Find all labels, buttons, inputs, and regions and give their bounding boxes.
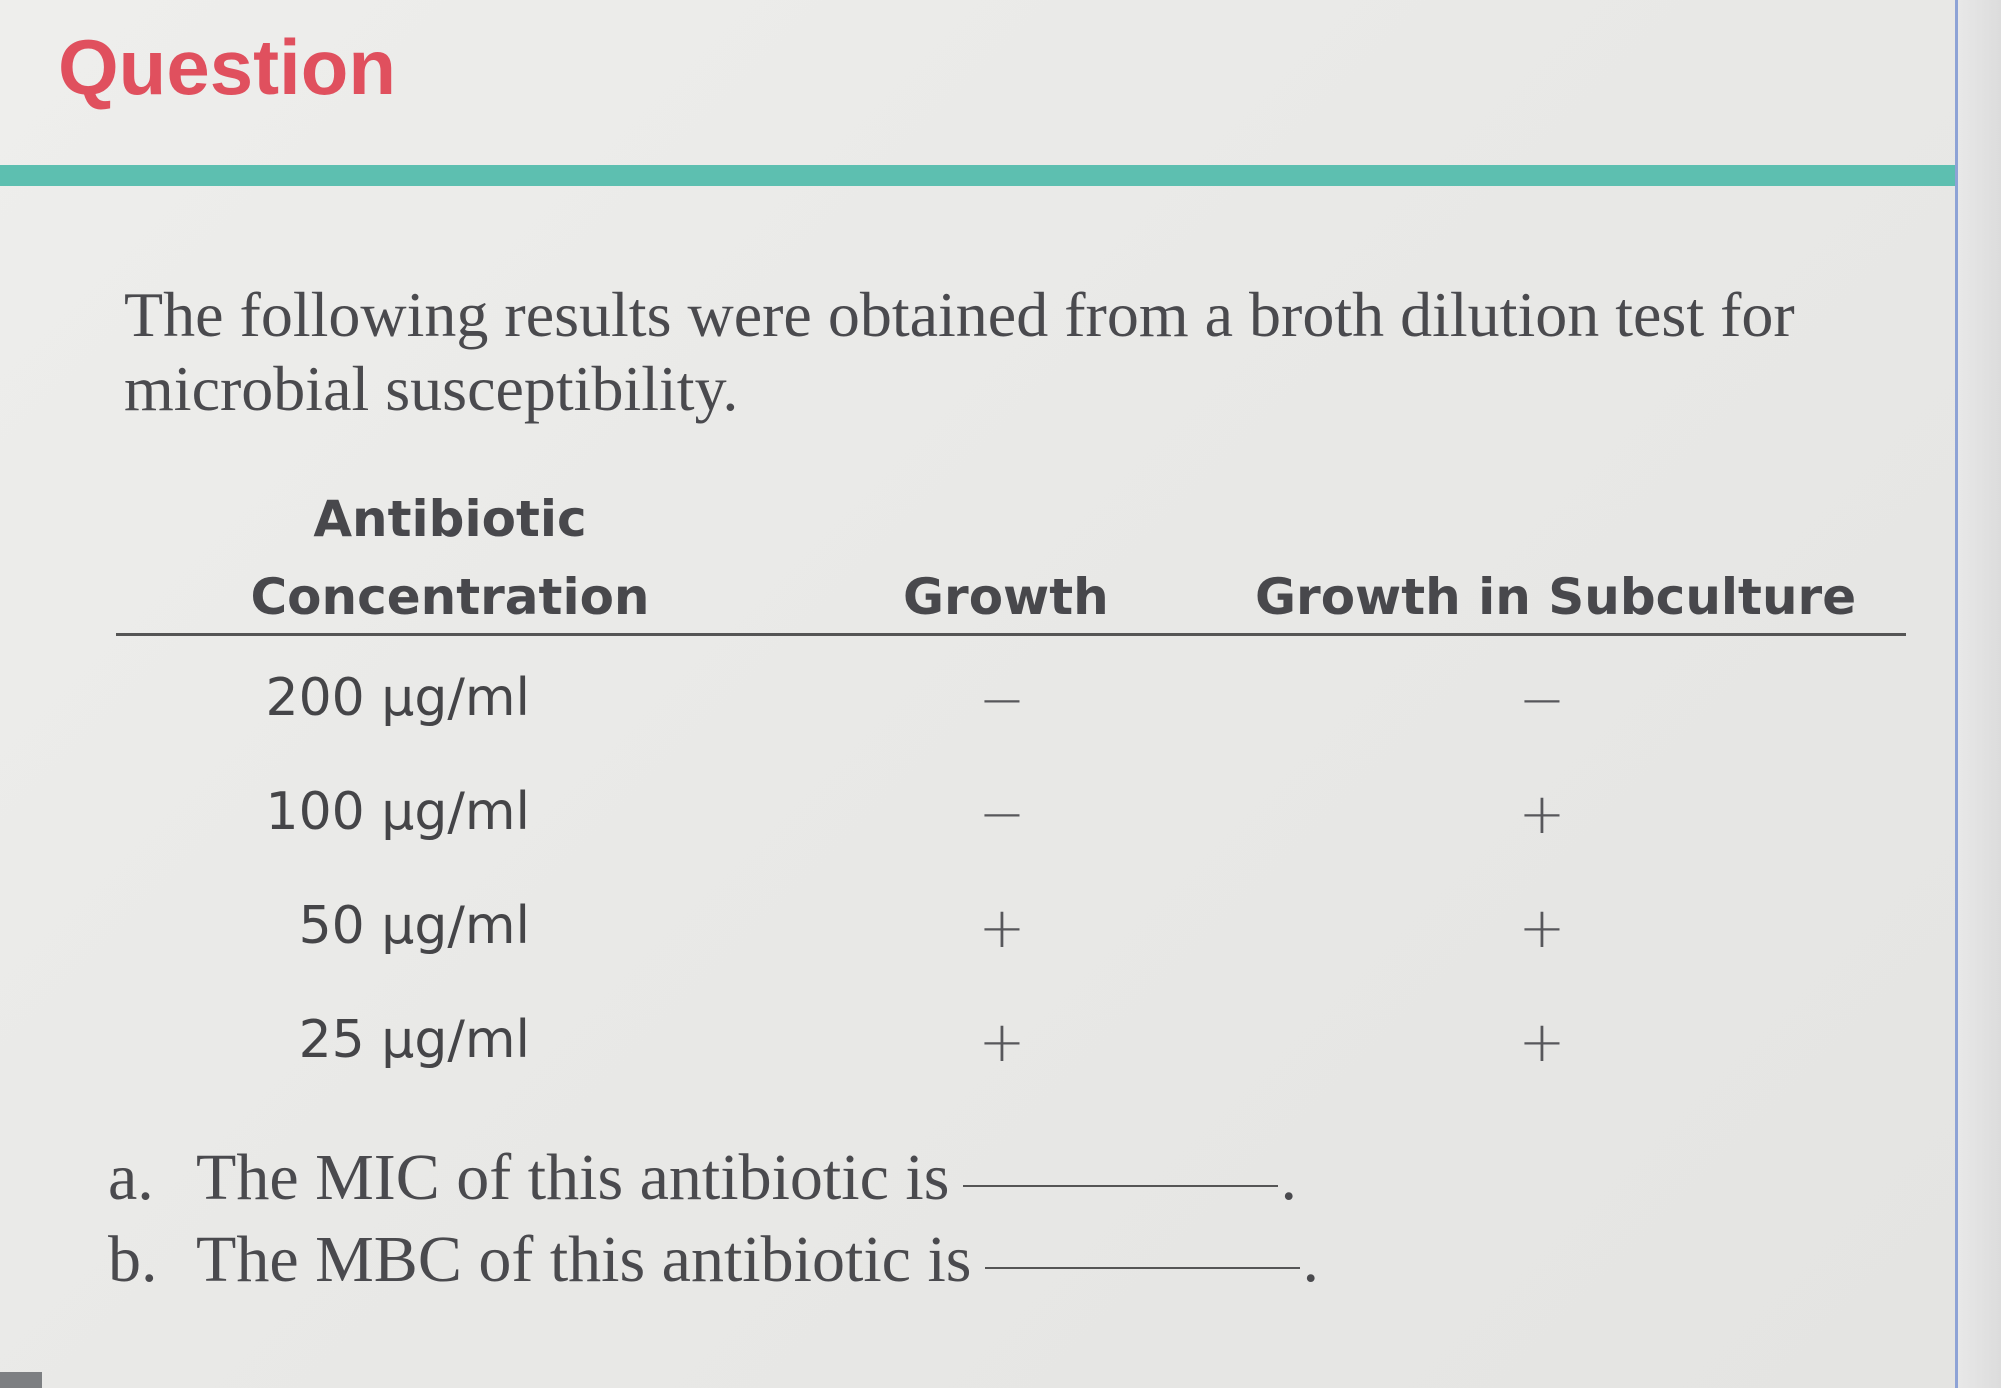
row-200-subculture: −	[1518, 668, 1566, 733]
header-growth: Growth	[903, 568, 1109, 626]
heading-divider	[0, 165, 1955, 186]
row-25-concentration: 25 µg/ml	[298, 1010, 530, 1070]
adjacent-page-edge	[1958, 0, 2001, 1388]
question-b	[108, 1222, 1319, 1298]
question-b-text: The MBC of this antibiotic is	[196, 1223, 972, 1296]
row-50-concentration: 50 µg/ml	[298, 896, 530, 956]
row-100-subculture: +	[1518, 782, 1566, 847]
row-100-growth: −	[978, 782, 1026, 847]
header-concentration-line1: Antibiotic	[313, 490, 587, 548]
row-50-growth: +	[978, 896, 1026, 961]
question-a	[108, 1140, 1297, 1216]
table-header-rule	[116, 633, 1906, 636]
question-b-answer-blank[interactable]	[985, 1267, 1300, 1269]
row-200-concentration: 200 µg/ml	[265, 668, 530, 728]
question-a-letter: a.	[108, 1141, 154, 1214]
row-200-growth: −	[978, 668, 1026, 733]
question-intro: The following results were obtained from a broth dilution test for microbial susceptibility.	[124, 279, 1795, 424]
header-subculture: Growth in Subculture	[1255, 568, 1857, 626]
row-50-subculture: +	[1518, 896, 1566, 961]
page-corner-mark	[0, 1372, 42, 1388]
row-25-subculture: +	[1518, 1010, 1566, 1075]
question-heading: Question	[58, 23, 397, 111]
question-a-period: .	[1280, 1141, 1297, 1214]
header-concentration-line2: Concentration	[250, 568, 650, 626]
row-25-growth: +	[978, 1010, 1026, 1075]
question-b-period: .	[1302, 1223, 1319, 1296]
row-100-concentration: 100 µg/ml	[265, 782, 530, 842]
question-b-letter: b.	[108, 1223, 158, 1296]
question-a-text: The MIC of this antibiotic is	[196, 1141, 950, 1214]
header-concentration	[250, 480, 650, 636]
question-a-answer-blank[interactable]	[963, 1185, 1278, 1187]
